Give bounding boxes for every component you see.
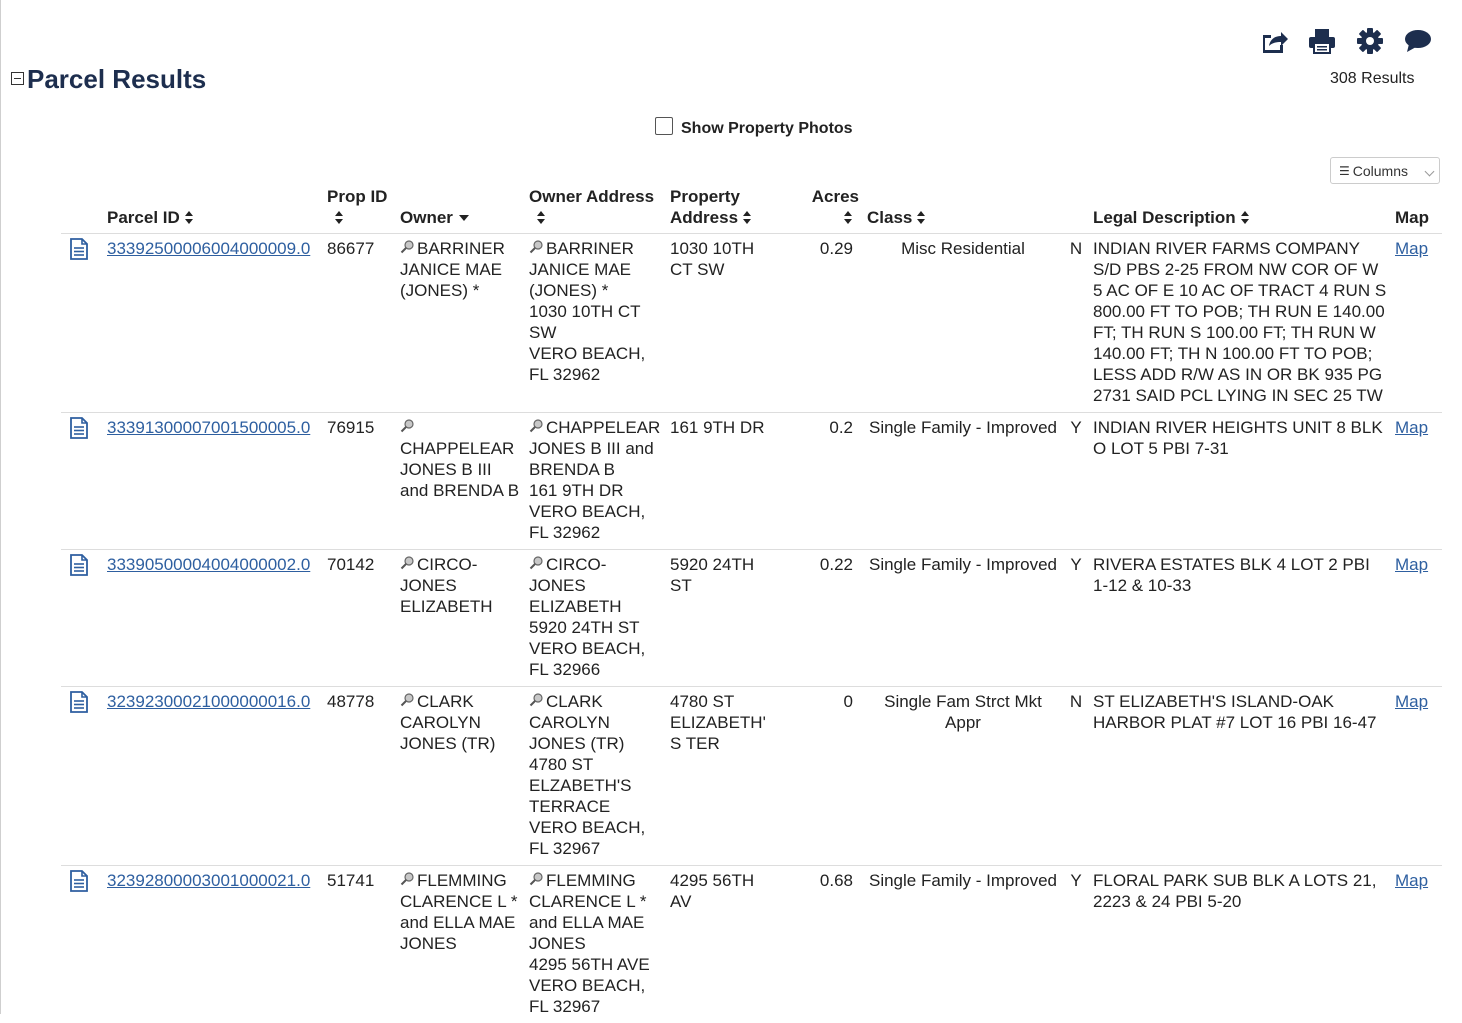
cell-parcel-id [103, 687, 323, 866]
owner-address-line: 1030 10TH CT SW [529, 302, 640, 342]
owner-name: CIRCO-JONES ELIZABETH [400, 555, 493, 616]
cell-owner [396, 234, 525, 413]
col-header-map: Map [1391, 186, 1442, 234]
magnifier-icon[interactable] [529, 238, 543, 259]
cell-doc [61, 866, 103, 1023]
table-row [61, 550, 1442, 687]
sort-icon[interactable] [844, 211, 853, 224]
magnifier-icon[interactable] [400, 417, 414, 438]
cell-prop-id: 48778 [323, 687, 396, 866]
comment-icon [1403, 27, 1433, 55]
cell-flag: N [1063, 687, 1089, 866]
cell-flag: N [1063, 234, 1089, 413]
owner-address-line: 4780 ST ELZABETH'S TERRACE [529, 755, 631, 816]
magnifier-icon[interactable] [400, 238, 414, 259]
cell-legal-description: INDIAN RIVER FARMS COMPANY S/D PBS 2-25 FROM NW COR OF W 5 AC OF E 10 AC OF TRACT 4 RUN S 800.00 FT TO POB; TH RUN E 140.00 FT; TH RUN S 100.00 FT; TH RUN W 140.00 FT; TH N 100.00 FT TO POB; LESS ADD R/W AS IN OR BK 935 PG 2731 SAID PCL LYING IN SEC 25 TW [1089, 234, 1391, 413]
cell-owner-address [525, 234, 666, 413]
magnifier-icon[interactable] [400, 870, 414, 891]
cell-owner [396, 866, 525, 1023]
cell-legal-description: ST ELIZABETH'S ISLAND-OAK HARBOR PLAT #7 LOT 16 PBI 16-47 [1089, 687, 1391, 866]
cell-class: Single Family - Improved [863, 550, 1063, 687]
col-header-flag [1063, 186, 1089, 234]
columns-button[interactable] [1330, 157, 1440, 184]
magnifier-icon[interactable] [529, 870, 543, 891]
col-header-owner[interactable]: Owner [396, 186, 525, 234]
owner-address-line: 161 9TH DR [529, 481, 623, 500]
cell-owner-address [525, 413, 666, 550]
cell-prop-id: 51741 [323, 866, 396, 1023]
cell-owner [396, 550, 525, 687]
cell-property-address: 5920 24TH ST [666, 550, 778, 687]
parcel-id-link[interactable]: 33390500004004000002.0 [107, 555, 310, 574]
cell-doc [61, 413, 103, 550]
magnifier-icon[interactable] [400, 554, 414, 575]
show-photos-label: Show Property Photos [681, 120, 853, 138]
magnifier-icon[interactable] [400, 691, 414, 712]
map-link[interactable]: Map [1395, 692, 1428, 711]
map-link[interactable]: Map [1395, 239, 1428, 258]
results-table [61, 186, 1442, 1023]
results-count: 308 Results [1330, 70, 1415, 88]
cell-doc [61, 234, 103, 413]
parcel-id-link[interactable]: 33392500006004000009.0 [107, 239, 310, 258]
table-row [61, 866, 1442, 1023]
sort-icon[interactable] [917, 211, 926, 224]
print-button[interactable] [1305, 24, 1339, 58]
document-icon[interactable] [69, 877, 89, 896]
col-header-class[interactable]: Class [863, 186, 1063, 234]
magnifier-icon[interactable] [529, 554, 543, 575]
cell-flag: Y [1063, 550, 1089, 687]
cell-acres: 0.22 [778, 550, 863, 687]
owner-address-line: VERO BEACH, FL 32966 [529, 639, 645, 679]
cell-flag: Y [1063, 866, 1089, 1023]
document-icon[interactable] [69, 245, 89, 264]
sort-icon[interactable] [1241, 211, 1250, 224]
col-header-property-address[interactable]: Property Address [666, 186, 778, 234]
table-row [61, 687, 1442, 866]
cell-prop-id: 70142 [323, 550, 396, 687]
list-icon: ☰ [1339, 164, 1350, 178]
cell-property-address: 4295 56TH AV [666, 866, 778, 1023]
cell-class: Misc Residential [863, 234, 1063, 413]
table-row [61, 413, 1442, 550]
magnifier-icon[interactable] [529, 417, 543, 438]
toolbar [1257, 24, 1449, 58]
owner-name: CHAPPELEAR JONES B III and BRENDA B [400, 439, 519, 500]
owner-name: FLEMMING CLARENCE L * and ELLA MAE JONES [400, 871, 517, 953]
cell-owner-address [525, 866, 666, 1023]
col-header-owner-address[interactable]: Owner Address [525, 186, 666, 234]
owner-address-line: 5920 24TH ST [529, 618, 640, 637]
cell-owner-address [525, 687, 666, 866]
cell-acres: 0.2 [778, 413, 863, 550]
comment-button[interactable] [1401, 24, 1435, 58]
table-header-row [61, 186, 1442, 234]
cell-acres: 0 [778, 687, 863, 866]
map-link[interactable]: Map [1395, 871, 1428, 890]
cell-acres: 0.29 [778, 234, 863, 413]
sort-icon[interactable] [185, 211, 194, 224]
cell-map [1391, 234, 1442, 413]
cell-map [1391, 866, 1442, 1023]
settings-button[interactable] [1353, 24, 1387, 58]
section-header [11, 64, 206, 95]
document-icon[interactable] [69, 424, 89, 443]
cell-legal-description: RIVERA ESTATES BLK 4 LOT 2 PBI 1-12 & 10-33 [1089, 550, 1391, 687]
gear-icon [1356, 27, 1384, 55]
cell-doc [61, 687, 103, 866]
parcel-id-link[interactable]: 33391300007001500005.0 [107, 418, 310, 437]
print-icon [1307, 27, 1337, 55]
cell-property-address: 1030 10TH CT SW [666, 234, 778, 413]
col-header-doc [61, 186, 103, 234]
share-icon [1259, 27, 1289, 55]
owner-address-line: VERO BEACH, FL 32967 [529, 818, 645, 858]
page-title: Parcel Results [27, 64, 206, 95]
share-button[interactable] [1257, 24, 1291, 58]
table-body [61, 234, 1442, 1023]
sort-icon[interactable] [335, 211, 344, 224]
table-row [61, 234, 1442, 413]
parcel-id-link[interactable]: 32392300021000000016.0 [107, 692, 310, 711]
col-header-acres[interactable]: Acres [778, 186, 863, 234]
cell-owner [396, 413, 525, 550]
cell-map [1391, 550, 1442, 687]
owner-name: CLARK CAROLYN JONES (TR) [400, 692, 495, 753]
cell-prop-id: 86677 [323, 234, 396, 413]
cell-acres: 0.68 [778, 866, 863, 1023]
cell-class: Single Family - Improved [863, 413, 1063, 550]
magnifier-icon[interactable] [529, 691, 543, 712]
cell-prop-id: 76915 [323, 413, 396, 550]
parcel-id-link[interactable]: 32392800003001000021.0 [107, 871, 310, 890]
cell-class: Single Family - Improved [863, 866, 1063, 1023]
col-header-parcel-id[interactable]: Parcel ID [103, 186, 323, 234]
col-header-prop-id[interactable]: Prop ID [323, 186, 396, 234]
cell-property-address: 4780 ST ELIZABETH'S TER [666, 687, 778, 866]
sort-icon[interactable] [743, 211, 752, 224]
collapse-toggle-icon[interactable] [11, 72, 24, 85]
cell-parcel-id [103, 866, 323, 1023]
map-link[interactable]: Map [1395, 418, 1428, 437]
cell-flag: Y [1063, 413, 1089, 550]
cell-parcel-id [103, 413, 323, 550]
owner-address-line: CLARK CAROLYN JONES (TR) [529, 692, 624, 753]
cell-map [1391, 687, 1442, 866]
document-icon[interactable] [69, 698, 89, 717]
cell-parcel-id [103, 234, 323, 413]
cell-owner-address [525, 550, 666, 687]
owner-address-line: VERO BEACH, FL 32962 [529, 344, 645, 384]
cell-map [1391, 413, 1442, 550]
owner-address-line: VERO BEACH, FL 32967 [529, 976, 645, 1016]
owner-address-line: CIRCO-JONES ELIZABETH [529, 555, 622, 616]
cell-legal-description: FLORAL PARK SUB BLK A LOTS 21, 2223 & 24 PBI 5-20 [1089, 866, 1391, 1023]
owner-name: BARRINER JANICE MAE (JONES) * [400, 239, 505, 300]
cell-class: Single Fam Strct Mkt Appr [863, 687, 1063, 866]
show-photos-checkbox[interactable] [655, 117, 673, 135]
owner-address-line: 4295 56TH AVE [529, 955, 650, 974]
owner-address-line: FLEMMING CLARENCE L * and ELLA MAE JONES [529, 871, 646, 953]
sort-icon[interactable] [537, 211, 546, 224]
chevron-down-icon [1425, 167, 1435, 177]
cell-owner [396, 687, 525, 866]
show-photos-toggle[interactable] [655, 120, 853, 138]
cell-property-address: 161 9TH DR [666, 413, 778, 550]
owner-address-line: VERO BEACH, FL 32962 [529, 502, 645, 542]
cell-legal-description: INDIAN RIVER HEIGHTS UNIT 8 BLK O LOT 5 PBI 7-31 [1089, 413, 1391, 550]
owner-address-line: CHAPPELEAR JONES B III and BRENDA B [529, 418, 660, 479]
owner-address-line: BARRINER JANICE MAE (JONES) * [529, 239, 634, 300]
sort-desc-icon[interactable] [459, 215, 469, 221]
col-header-legal-description[interactable]: Legal Description [1089, 186, 1391, 234]
map-link[interactable]: Map [1395, 555, 1428, 574]
cell-parcel-id [103, 550, 323, 687]
cell-doc [61, 550, 103, 687]
document-icon[interactable] [69, 561, 89, 580]
columns-button-label: Columns [1353, 163, 1408, 179]
